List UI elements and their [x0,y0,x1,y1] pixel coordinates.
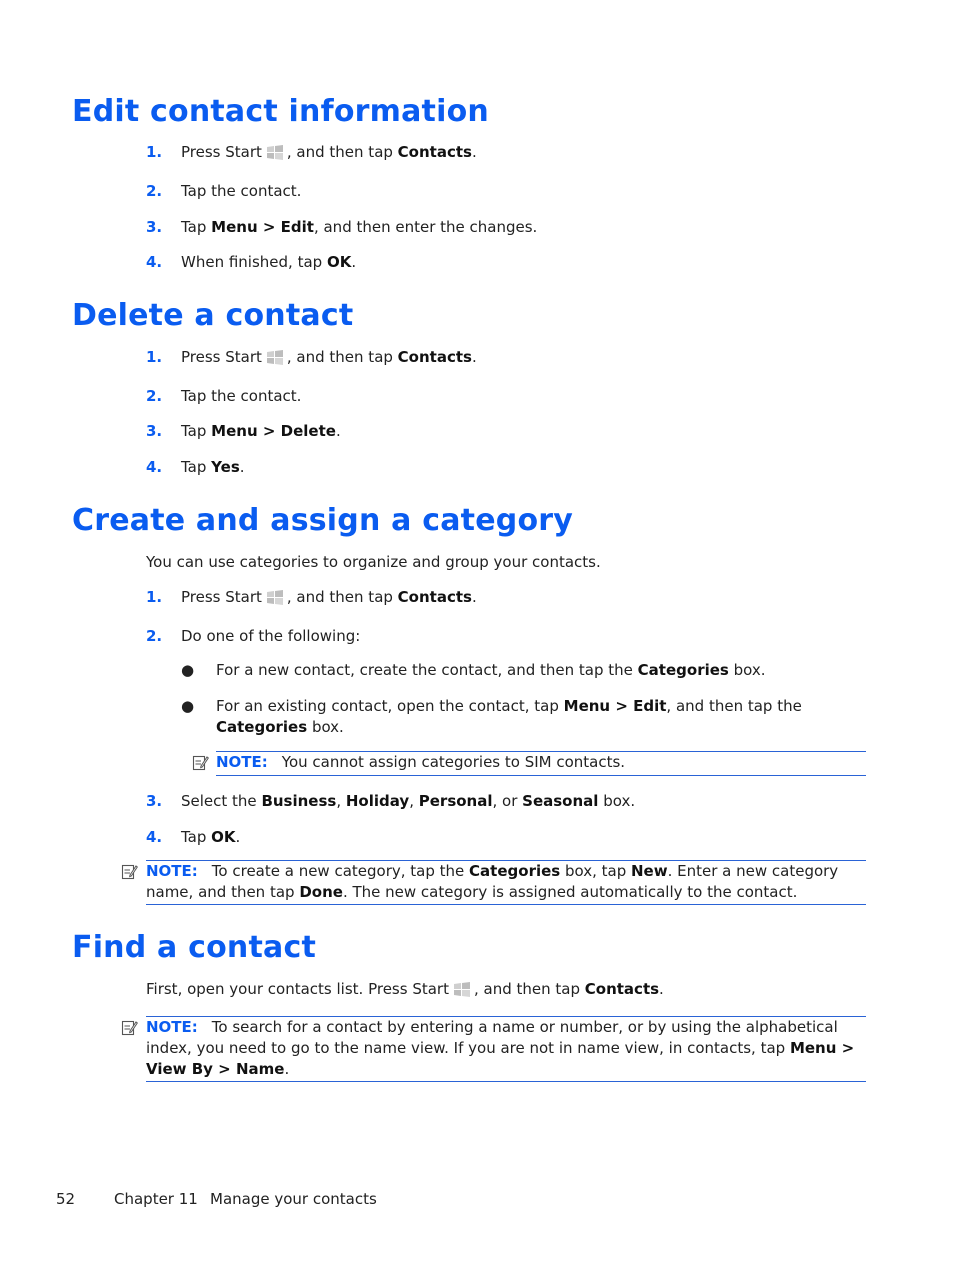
footer-page-number: 52 [56,1190,76,1208]
bullet-dot: ● [181,697,195,715]
windows-start-icon [265,348,285,366]
windows-start-icon [452,980,472,998]
note-pencil-icon [121,863,138,880]
heading-create-category: Create and assign a category [72,503,574,538]
note-search-contact: NOTE: To search for a contact by entering a name or number, or by using the alphabetical index, you need to go to the name view. If you are not in name view, in contacts, tap Menu > View By > Name. [146,1016,866,1082]
heading-delete-contact: Delete a contact [72,298,354,333]
note-create-category: NOTE: To create a new category, tap the Categories box, tap New. Enter a new category name, and then tap Done. The new category is assigned automatically to the contact. [146,860,866,905]
windows-start-icon [265,588,285,606]
heading-find-contact: Find a contact [72,930,317,965]
note-pencil-icon [121,1019,138,1036]
category-intro: You can use categories to organize and group your contacts. [146,553,601,571]
footer-chapter-title: Manage your contacts [210,1190,377,1208]
windows-start-icon [265,143,285,161]
footer-chapter: Chapter 11 [114,1190,198,1208]
note-sim-contacts: NOTE: You cannot assign categories to SIM contacts. [216,751,866,776]
bullet-dot: ● [181,661,195,679]
find-intro: First, open your contacts list. Press Start , and then tap Contacts. [146,980,664,998]
manual-page: Edit contact information 1. Press Start , and then tap Contacts. 2. Tap the contact. 3. Tap Menu > Edit, and then enter the changes. 4. When finished, tap OK. Delete a contact 1. Press Start , and then tap Contacts. 2. Tap the contact. 3. Tap Menu > Delete. 4. Tap Yes. Create and assign a category You can use categories to organize and group your contacts. 1. Press Start , and then tap Contacts. 2. Do one of the following: ● For a new contact, create the contact, and then tap the Categories box. ● For an existing contact, open the contact, tap Menu > Edit, and then tap the Categories box. NOTE: You cannot assign categories to SIM contacts. 3. Select the Business, Holiday, Personal, or Seasonal box. 4. Tap OK. NOTE: To create a new category, tap the Categories box, tap New. Enter a new category name, and then tap Done. The new category is assigned automatically to the contact. Find a contact First, open your contacts list. Press Start , and then tap Contacts. NOTE: To search for a contact by entering a name or number, or by using the alphabetical index, you need to go to the name view. If you are not in name view, in contacts, tap Menu > View By > Name. 52 Chapter 11 Manage your contacts [0,0,954,1270]
heading-edit-contact: Edit contact information [72,94,489,129]
note-pencil-icon [192,754,209,771]
